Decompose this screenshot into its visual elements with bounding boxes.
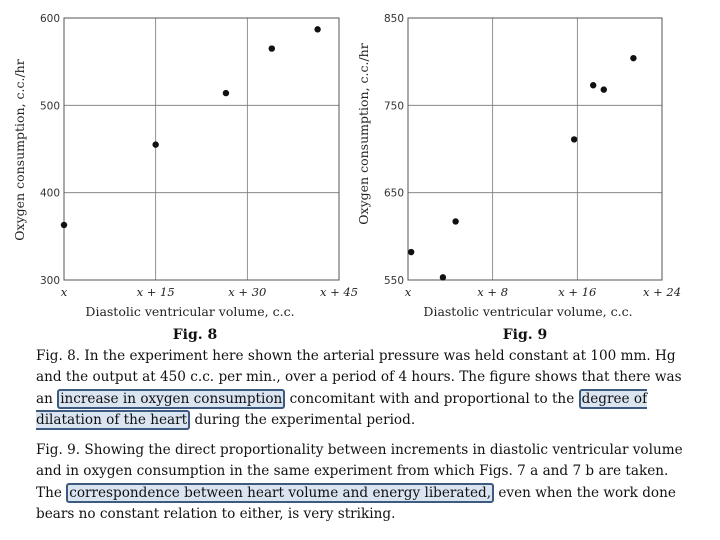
fig9-data-point (630, 55, 636, 61)
fig8-x-tick-label: x (60, 285, 68, 299)
fig8-data-point (152, 141, 158, 147)
fig8-y-tick-label: 300 (39, 275, 60, 287)
fig9-data-point (571, 136, 577, 142)
fig9-y-tick-label: 550 (383, 275, 404, 287)
fig9-x-axis-label: Diastolic ventricular volume, c.c. (423, 304, 633, 319)
fig8-data-point (61, 222, 67, 228)
fig9-plot-frame (408, 18, 662, 280)
highlight-correspondence: correspondence between heart volume and energy liberated, (66, 483, 494, 503)
fig8-figure-label: Fig. 8 (172, 327, 218, 343)
fig9-y-tick-label: 850 (383, 13, 404, 25)
fig9-caption (36, 440, 686, 525)
fig8-y-tick-label: 400 (39, 187, 60, 200)
fig8-caption-text-1: Fig. 8. In the experiment here shown the arterial pressure was held constant at 100 mm. Hg and the output at 450 c.c. per min., over a period of 4 hours. The figure shows that there was an (36, 348, 682, 407)
fig9-data-point (408, 249, 414, 255)
fig9-x-tick-label: x + 8 (477, 285, 509, 299)
fig9-data-point (440, 274, 446, 280)
fig8-data-point (269, 45, 275, 51)
fig8-plot-frame (64, 18, 339, 280)
fig9-caption-text-1: Fig. 9. Showing the direct proportionality between increments in diastolic ventricular volume and in oxygen consumption in the same experiment from which Figs. 7 a and 7 b are taken. The (36, 442, 683, 501)
fig8-y-tick-label: 600 (39, 13, 60, 25)
fig9-caption-text-2: even when the work done bears no constant relation to either, is very striking. (36, 484, 676, 522)
fig9-data-point (452, 218, 458, 224)
fig9-x-tick-label: x (404, 285, 412, 299)
fig9-y-tick-label: 650 (383, 187, 404, 200)
fig9-figure-label: Fig. 9 (502, 327, 548, 343)
highlight-dilatation: degree of dilatation of the heart (36, 390, 648, 428)
fig9-x-tick-label: x + 16 (558, 285, 597, 299)
fig8-y-tick-label: 500 (39, 100, 60, 113)
fig9-chart (356, 13, 681, 343)
fig9-y-axis-label: Oxygen consumption, c.c./hr (356, 43, 371, 225)
fig8-x-tick-label: x + 45 (319, 285, 359, 299)
fig8-x-tick-label: x + 15 (136, 285, 175, 299)
fig9-x-tick-label: x + 24 (642, 285, 682, 299)
fig8-caption-text-2: concomitant with and proportional to the (285, 390, 579, 407)
fig8-data-point (314, 26, 320, 32)
fig8-x-axis-label: Diastolic ventricular volume, c.c. (85, 304, 295, 319)
fig8-caption-text-3: during the experimental period. (190, 411, 416, 428)
fig8-x-tick-label: x + 30 (228, 285, 267, 299)
fig8-caption (36, 346, 686, 431)
fig9-y-tick-label: 750 (383, 100, 404, 113)
fig9-data-point (601, 86, 607, 92)
highlight-oxygen-consumption: increase in oxygen consumption (57, 389, 285, 409)
fig8-chart (12, 13, 358, 343)
fig8-y-axis-label: Oxygen consumption, c.c./hr (12, 59, 27, 241)
fig8-data-point (223, 90, 229, 96)
fig9-data-point (590, 82, 596, 88)
